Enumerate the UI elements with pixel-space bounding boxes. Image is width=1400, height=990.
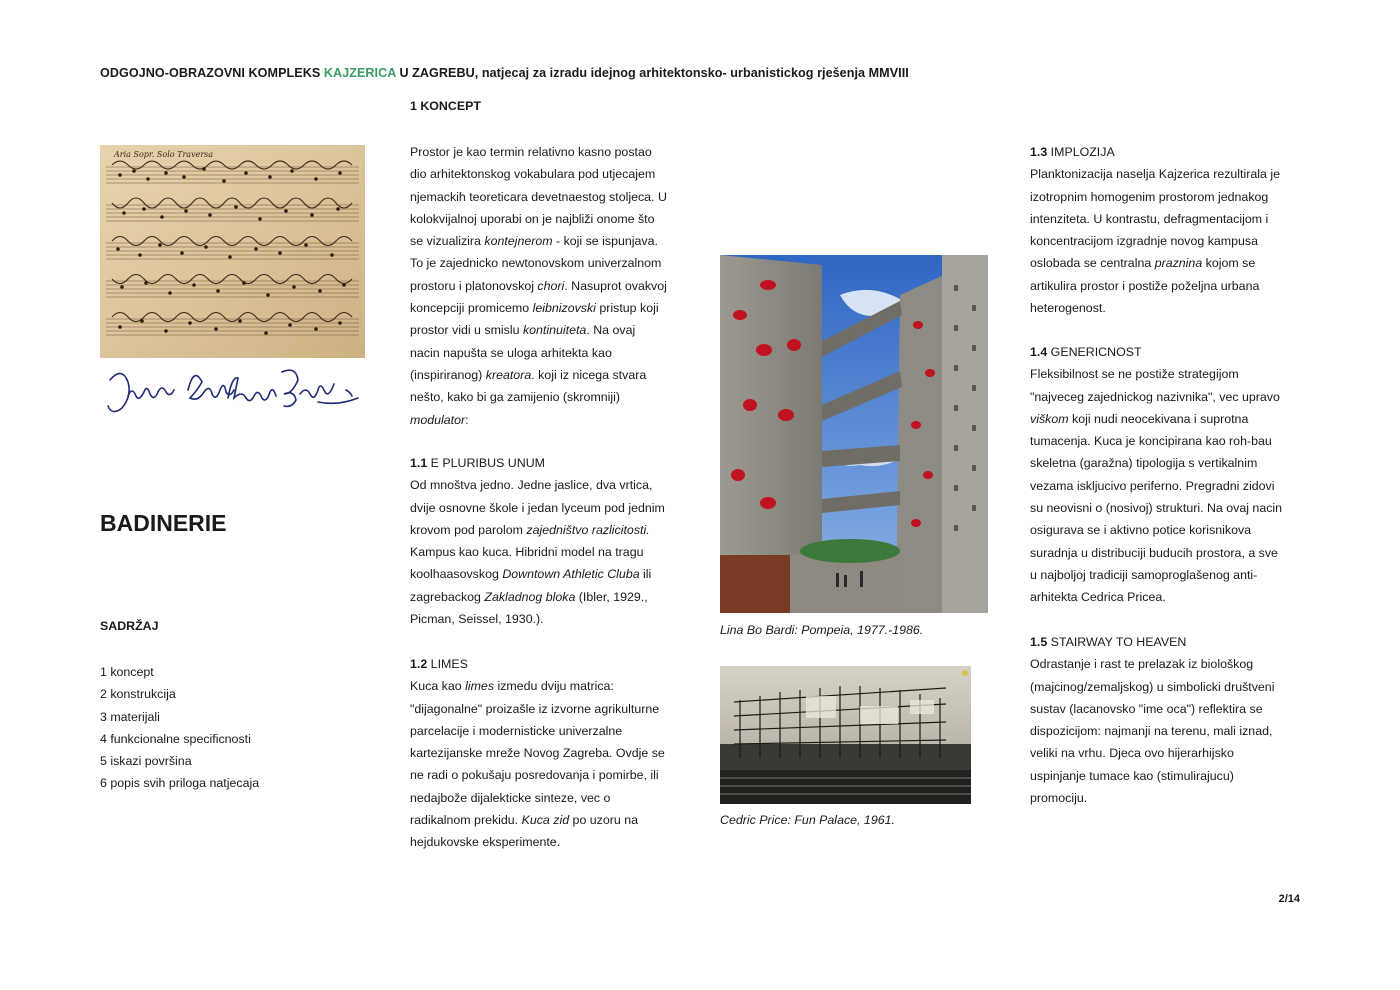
text-line: "dijagonalne" proizašle iz izvorne agrikulturne	[410, 701, 660, 716]
header-prefix: ODGOJNO-OBRAZOVNI KOMPLEKS	[100, 66, 324, 80]
toc-item[interactable]: 3 materijali	[100, 709, 160, 724]
text-line: Od mnoštva jedno. Jedne jaslice, dva vrtica,	[410, 478, 653, 493]
text-line: u najboljoj tradiciji samoproglašenog anti-	[1030, 567, 1258, 582]
text-line: prostor vidi u smislu kontinuiteta. Na ovaj	[410, 323, 636, 338]
text-line: parcelacije i modernisticke univerzalne	[410, 723, 623, 738]
text-line: Odrastanje i rast te prelazak iz biološkog	[1030, 657, 1254, 672]
text-line: "najveceg zajednickog nazivnika", vec upravo	[1030, 389, 1280, 404]
text-line: koncentracijom izgradnje novog kampusa	[1030, 234, 1258, 249]
koncept-intro-paragraph	[410, 141, 700, 431]
text-line: Kuca kao limes izmedu dviju matrica:	[410, 679, 614, 694]
text-line: heterogenost.	[1030, 301, 1106, 316]
text-line: nešto, kako bi ga zamijenio (skromniji)	[410, 390, 621, 405]
section-1-2	[410, 653, 700, 854]
text-line: ne radi o pokušaju posredovanja i pomirbe, ili	[410, 768, 659, 783]
text-line: suradnja u distribuciji buducih prostora, a sve	[1030, 545, 1278, 560]
section-1-5	[1030, 631, 1330, 809]
text-line: uspinjanje tumace kao (stimulirajucu)	[1030, 768, 1234, 783]
text-line: krovom pod parolom zajedništvo razlicitosti.	[410, 522, 650, 537]
bach-signature-image	[100, 360, 365, 418]
header-suffix: U ZAGREBU, natjecaj za izradu idejnog arhitektonsko- urbanistickog rješenja MMVIII	[395, 66, 909, 80]
text-line: dispozicijom: najmanji na terenu, mali iznad,	[1030, 724, 1273, 739]
document-title: BADINERIE	[100, 510, 227, 536]
text-line: nacin napušta se uloga arhitekta kao	[410, 345, 612, 360]
text-line: modulator:	[410, 412, 469, 427]
text-line: njemackih teoreticara devetnaestog stoljeca. U	[410, 189, 667, 204]
text-line: Prostor je kao termin relativno kasno postao	[410, 145, 652, 159]
text-line: artikulira prostor i postiže poželjna urbana	[1030, 278, 1260, 293]
text-line: To je zajednicko newtonovskom univerzalnom	[410, 256, 662, 271]
text-line: se vizualizira kontejnerom - koji se ispunjava.	[410, 234, 658, 249]
toc-item[interactable]: 5 iskazi površina	[100, 754, 192, 769]
text-line: veliki na vrhu. Djeca ovo hijerarhijsko	[1030, 746, 1234, 761]
text-line: tumacenja. Kuca je koncipirana kao roh-bau	[1030, 434, 1272, 449]
pompeia-photo	[720, 255, 988, 613]
toc-item[interactable]: 4 funkcionalne specificnosti	[100, 731, 251, 746]
text-line: zagrebackog Zakladnog bloka (Ibler, 1929.,	[410, 589, 648, 604]
section-title: 1.2 LIMES	[410, 657, 468, 671]
text-line: koncepciji promicemo leibnizovski pristup koji	[410, 301, 659, 316]
section-1-1	[410, 452, 700, 630]
text-line: nedajbože dijalekticke sinteze, vec o	[410, 790, 611, 805]
text-line: kolokvijalnoj uporabi on je najbliži onome što	[410, 211, 655, 226]
section-1-3	[1030, 141, 1330, 319]
text-line: Fleksibilnost se ne postiže strategijom	[1030, 367, 1239, 382]
caption-pompeia: Lina Bo Bardi: Pompeia, 1977.-1986.	[720, 623, 924, 637]
text-line: Picman, Seissel, 1930.).	[410, 612, 544, 627]
text-line: Kampus kao kuca. Hibridni model na tragu	[410, 545, 644, 560]
section-title: 1.4 GENERICNOST	[1030, 345, 1142, 359]
section-title: 1.5 STAIRWAY TO HEAVEN	[1030, 635, 1187, 649]
text-line: vezama iskljucivo periferno. Pregradni zidovi	[1030, 478, 1275, 493]
text-line: su neovisni o (nosivoj) strukturi. Na ovaj nacin	[1030, 501, 1283, 516]
text-line: izotropnim homogenim prostorom jednakog	[1030, 189, 1269, 204]
toc-item[interactable]: 1 koncept	[100, 665, 154, 679]
caption-fun-palace: Cedric Price: Fun Palace, 1961.	[720, 813, 895, 827]
text-line: intenziteta. U kontrastu, defragmentacijom i	[1030, 211, 1269, 226]
text-line: radikalnom prekidu. Kuca zid po uzoru na	[410, 813, 638, 828]
section-title: 1.3 IMPLOZIJA	[1030, 145, 1115, 159]
text-line: promociju.	[1030, 791, 1088, 806]
section-heading-koncept: 1 KONCEPT	[410, 99, 481, 113]
fun-palace-photo	[720, 666, 971, 804]
text-line: arhitekta Cedrica Pricea.	[1030, 590, 1166, 605]
svg-text:Aria Sopr. Solo: Aria Sopr. Solo Traversa	[114, 150, 214, 159]
bach-manuscript-image	[100, 145, 365, 358]
text-line: prostoru i platonovskoj chori. Nasuprot ovakvoj	[410, 278, 667, 293]
text-line: kartezijanske mreže Novog Zagreba. Ovdje se	[410, 746, 665, 761]
text-line: osigurava se i aktivno potice korisnikova	[1030, 523, 1252, 538]
text-line: koolhaasovskog Downtown Athletic Cluba ili	[410, 567, 652, 582]
text-line: (inspiriranog) kreatora. koji iz nicega stvara	[410, 367, 647, 382]
toc-item[interactable]: 6 popis svih priloga natjecaja	[100, 776, 260, 791]
text-line: Planktonizacija naselja Kajzerica rezultirala je	[1030, 167, 1281, 182]
text-line: hejdukovske eksperimente.	[410, 835, 561, 850]
table-of-contents	[100, 661, 360, 795]
page-header	[100, 66, 909, 80]
text-line: viškom koji nudi neocekivana i suprotna	[1030, 411, 1249, 426]
section-title: 1.1 E PLURIBUS UNUM	[410, 456, 545, 470]
toc-heading: SADRŽAJ	[100, 619, 159, 633]
text-line: sustav (lacanovsko "ime oca") reflektira se	[1030, 701, 1263, 716]
text-line: dvije osnovne škole i jedan lyceum pod jednim	[410, 500, 665, 515]
text-line: dio arhitektonskog vokabulara pod utjecajem	[410, 167, 656, 182]
section-1-4	[1030, 341, 1330, 609]
text-line: oslobada se centralna praznina kojom se	[1030, 256, 1256, 271]
toc-item[interactable]: 2 konstrukcija	[100, 687, 176, 702]
page-number: 2/14	[1278, 893, 1300, 905]
text-line: (majcinog/zemaljskog) u simbolicki društveni	[1030, 679, 1275, 694]
header-highlight: KAJZERICA	[323, 66, 396, 80]
text-line: skeletna (garažna) tipologija s vertikalnim	[1030, 456, 1258, 471]
